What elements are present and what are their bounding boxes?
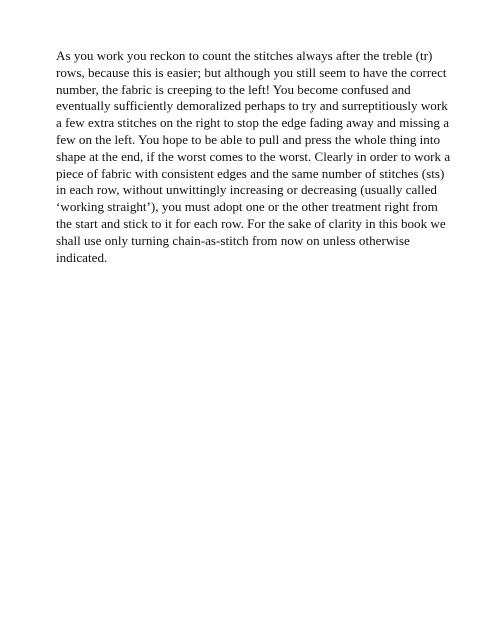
paragraph-line: ‘working straight’), you must adopt one or the other treatment right from xyxy=(56,199,438,215)
paragraph-line: As you work you reckon to count the stitches always after the treble (tr) xyxy=(56,48,433,63)
paragraph-line: indicated. xyxy=(56,249,108,265)
paragraph-line: shape at the end, if the worst comes to the worst. Clearly in order to work a xyxy=(56,148,451,164)
paragraph-line: piece of fabric with consistent edges and the same number of stitches (sts) xyxy=(56,165,445,181)
paragraph-line: few on the left. You hope to be able to pull and press the whole thing into xyxy=(56,131,441,147)
paragraph-line: the start and stick to it for each row. For the sake of clarity in this book we xyxy=(56,215,446,231)
paragraph-line: a few extra stitches on the right to stop the edge fading away and missing a xyxy=(56,115,450,131)
paragraph-line: shall use only turning chain-as-stitch from now on unless otherwise xyxy=(56,232,410,248)
paragraph-line: eventually sufficiently demoralized perhaps to try and surreptitiously work xyxy=(56,98,448,114)
paragraph-line: number, the fabric is creeping to the left! You become confused and xyxy=(56,81,411,97)
paragraph-line: rows, because this is easier; but although you still seem to have the correct xyxy=(56,64,447,80)
paragraph-line: in each row, without unwittingly increasing or decreasing (usually called xyxy=(56,182,437,198)
body-paragraph xyxy=(56,48,451,266)
